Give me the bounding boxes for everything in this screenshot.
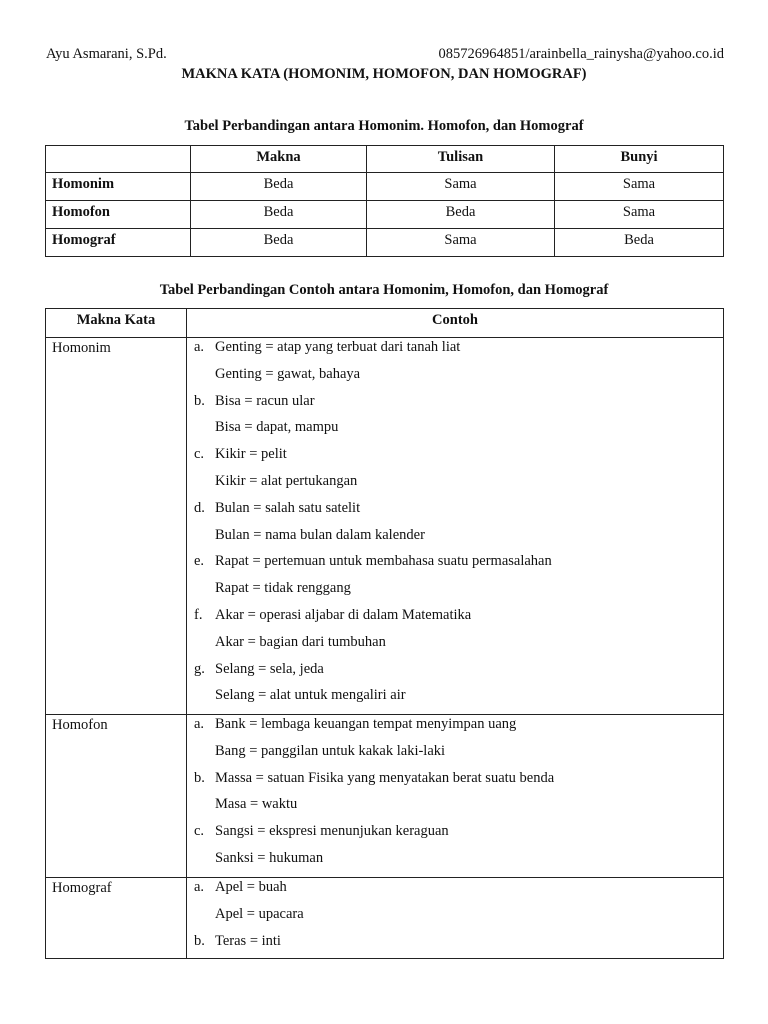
list-item — [194, 418, 723, 445]
list-marker: f. — [194, 606, 203, 623]
row-label: Homograf — [46, 229, 191, 257]
example-text: Akar = operasi aljabar di dalam Matematika — [215, 606, 472, 623]
list-marker: a. — [194, 716, 205, 732]
table-header-row — [46, 146, 724, 173]
table-row — [46, 229, 724, 257]
row-label: Homofon — [46, 715, 187, 878]
example-text: Selang = alat untuk mengaliri air — [215, 687, 406, 704]
list-marker: a. — [194, 339, 205, 355]
list-item — [194, 365, 723, 392]
cell-bunyi: Sama — [555, 173, 724, 201]
examples-cell — [187, 878, 724, 959]
example-list — [194, 338, 723, 713]
list-item — [194, 445, 723, 472]
list-marker: d. — [194, 499, 205, 516]
example-text: Teras = inti — [215, 932, 281, 949]
list-item — [194, 579, 723, 606]
cell-makna: Beda — [191, 201, 367, 229]
example-text: Rapat = tidak renggang — [215, 580, 351, 597]
list-item — [194, 660, 723, 687]
example-text: Akar = bagian dari tumbuhan — [215, 633, 386, 650]
table2-caption: Tabel Perbandingan Contoh antara Homonim, Homofon, dan Homograf — [159, 282, 609, 298]
example-text: Genting = atap yang terbuat dari tanah liat — [215, 339, 461, 355]
example-text: Bulan = salah satu satelit — [215, 499, 361, 516]
example-text: Bang = panggilan untuk kakak laki-laki — [215, 742, 446, 759]
list-marker: b. — [194, 932, 205, 949]
row-label: Homonim — [46, 173, 191, 201]
header-cell-tulisan: Tulisan — [367, 146, 555, 173]
list-item — [194, 526, 723, 553]
example-text: Sanksi = hukuman — [215, 849, 324, 866]
example-text: Rapat = pertemuan untuk membahasa suatu permasalahan — [215, 553, 552, 570]
list-marker: a. — [194, 879, 205, 895]
example-text: Bulan = nama bulan dalam kalender — [215, 526, 425, 543]
examples-table — [45, 308, 724, 959]
header-cell-makna-kata: Makna Kata — [46, 309, 187, 338]
table1-caption: Tabel Perbandingan antara Homonim. Homofon, dan Homograf — [184, 118, 584, 134]
list-item — [194, 822, 723, 849]
list-item — [194, 932, 723, 959]
cell-tulisan: Beda — [367, 201, 555, 229]
example-text: Masa = waktu — [215, 796, 298, 813]
example-text: Apel = upacara — [215, 905, 304, 922]
list-item — [194, 795, 723, 822]
examples-cell — [187, 715, 724, 878]
example-text: Sangsi = ekspresi menunjukan keraguan — [215, 823, 449, 840]
list-marker: b. — [194, 769, 205, 786]
list-marker: g. — [194, 660, 205, 677]
example-text: Kikir = pelit — [215, 446, 287, 463]
example-text: Genting = gawat, bahaya — [215, 365, 361, 382]
document-title: MAKNA KATA (HOMONIM, HOMOFON, DAN HOMOGRAF) — [181, 66, 587, 82]
row-label: Homonim — [46, 338, 187, 715]
example-text: Selang = sela, jeda — [215, 660, 324, 677]
example-text: Bisa = racun ular — [215, 392, 315, 409]
list-item — [194, 878, 723, 905]
list-marker: e. — [194, 553, 205, 570]
list-item — [194, 742, 723, 769]
example-list — [194, 878, 723, 958]
example-text: Kikir = alat pertukangan — [215, 472, 358, 489]
header-cell-empty — [46, 146, 191, 173]
row-label: Homograf — [46, 878, 187, 959]
list-item — [194, 499, 723, 526]
row-label: Homofon — [46, 201, 191, 229]
cell-tulisan: Sama — [367, 229, 555, 257]
example-text: Bisa = dapat, mampu — [215, 419, 339, 436]
list-item — [194, 392, 723, 419]
list-marker: c. — [194, 823, 205, 840]
cell-makna: Beda — [191, 173, 367, 201]
list-item — [194, 472, 723, 499]
cell-bunyi: Sama — [555, 201, 724, 229]
table-row — [46, 338, 724, 715]
table-header-row — [46, 309, 724, 338]
header-cell-makna: Makna — [191, 146, 367, 173]
list-item — [194, 905, 723, 932]
cell-tulisan: Sama — [367, 173, 555, 201]
table-row — [46, 878, 724, 959]
list-item — [194, 715, 723, 742]
table-row — [46, 201, 724, 229]
list-marker: b. — [194, 392, 205, 409]
header-cell-contoh: Contoh — [187, 309, 724, 338]
list-item — [194, 552, 723, 579]
list-item — [194, 633, 723, 660]
list-item — [194, 769, 723, 796]
example-text: Apel = buah — [215, 879, 287, 895]
list-item — [194, 849, 723, 876]
example-text: Bank = lembaga keuangan tempat menyimpan uang — [215, 716, 517, 732]
header-cell-bunyi: Bunyi — [555, 146, 724, 173]
cell-bunyi: Beda — [555, 229, 724, 257]
examples-cell — [187, 338, 724, 715]
list-item — [194, 686, 723, 713]
cell-makna: Beda — [191, 229, 367, 257]
list-item — [194, 606, 723, 633]
example-list — [194, 715, 723, 876]
table-row — [46, 715, 724, 878]
list-marker: c. — [194, 446, 205, 463]
comparison-table — [45, 145, 724, 257]
example-text: Massa = satuan Fisika yang menyatakan berat suatu benda — [215, 769, 555, 786]
header-contact: 085726964851/arainbella_rainysha@yahoo.co.id — [438, 46, 724, 62]
table-row — [46, 173, 724, 201]
header-author: Ayu Asmarani, S.Pd. — [46, 46, 167, 62]
list-item — [194, 338, 723, 365]
